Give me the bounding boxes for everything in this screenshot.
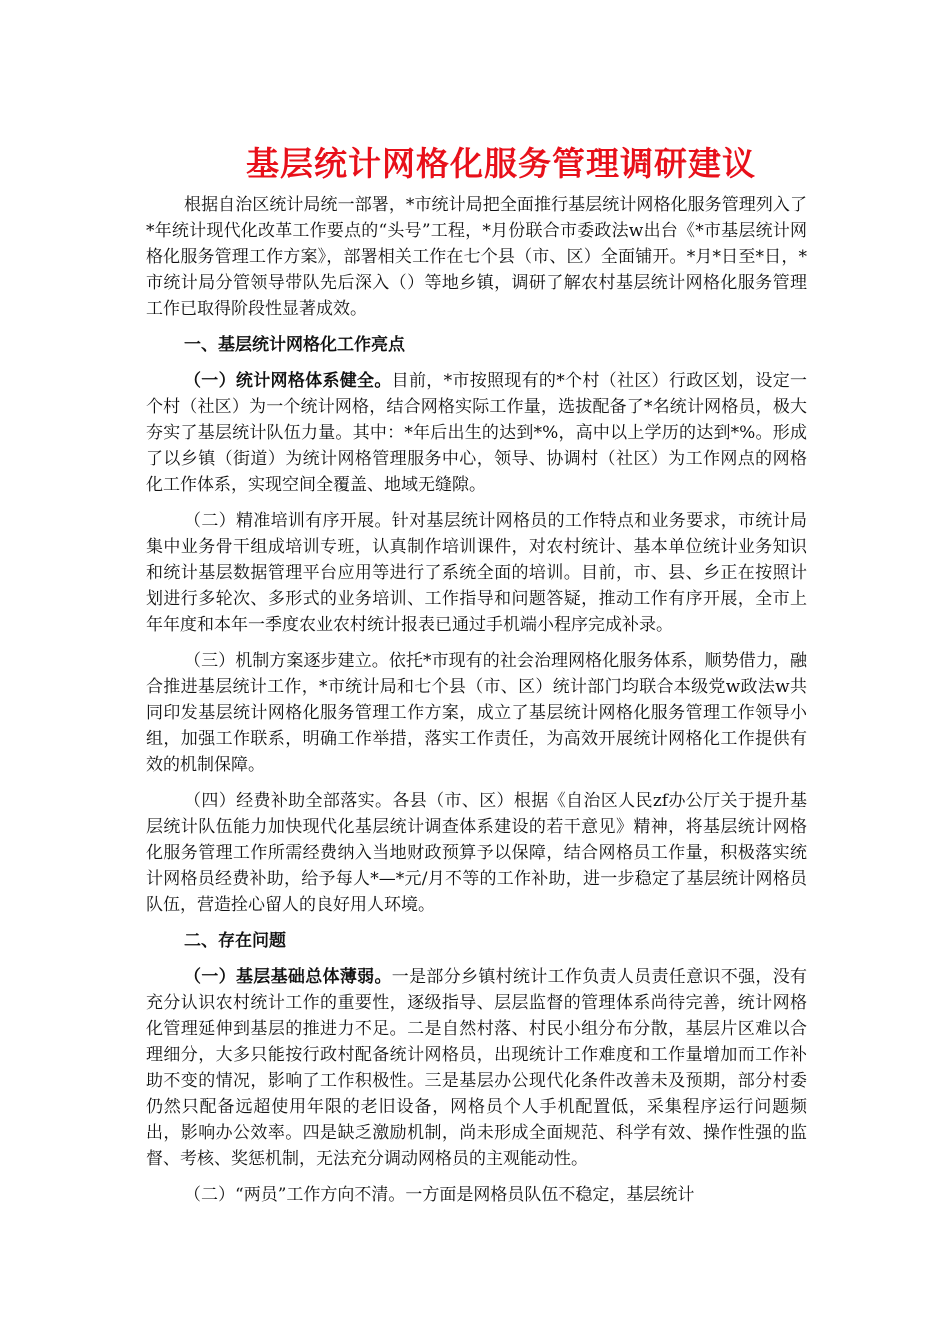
paragraph-1-3: （三）机制方案逐步建立。依托*市现有的社会治理网格化服务体系，顺势借力，融合推进基层统计工作，*市统计局和七个县（市、区）统计部门均联合本级党w政法w共同印发基层统计网格化服务管理工作方案，成立了基层统计网格化服务管理工作领导小组，加强工作联系，明确工作举措，落实工作责任，为高效开展统计网格化工作提供有效的机制保障。 [146, 651, 807, 775]
paragraph-lead: （一）基层基础总体薄弱。 [184, 967, 392, 987]
paragraph-1-4: （四）经费补助全部落实。各县（市、区）根据《自治区人民zf办公厅关于提升基层统计队伍能力加快现代化基层统计调查体系建设的若干意见》精神，将基层统计网格化服务管理工作所需经费纳入当地财政预算予以保障，结合网格员工作量，积极落实统计网格员经费补助，给予每人*—*元/月不等的工作补助，进一步稳定了基层统计网格员队伍，营造拴心留人的良好用人环境。 [146, 791, 807, 915]
paragraph-2-2: （二）“两员”工作方向不清。一方面是网格员队伍不稳定，基层统计 [184, 1185, 695, 1205]
intro-paragraph: 根据自治区统计局统一部署，*市统计局把全面推行基层统计网格化服务管理列入了*年统计现代化改革工作要点的“头号”工程，*月份联合市委政法w出台《*市基层统计网格化服务管理工作方案》，部署相关工作在七个县（市、区）全面铺开。*月*日至*日，*市统计局分管领导带队先后深入（）等地乡镇，调研了解农村基层统计网格化服务管理工作已取得阶段性显著成效。 [146, 195, 807, 319]
paragraph-lead: （一）统计网格体系健全。 [184, 371, 392, 391]
paragraph-2-1 [146, 964, 807, 1172]
document-title: 基层统计网格化服务管理调研建议 [246, 144, 756, 183]
section-heading-2: 二、存在问题 [184, 931, 286, 951]
paragraph-text: 目前，*市按照现有的*个村（社区）行政区划，设定一个村（社区）为一个统计网格，结合网格实际工作量，选拔配备了*名统计网格员，极大夯实了基层统计队伍力量。其中：*年后出生的达到*%，高中以上学历的达到*%。形成了以乡镇（街道）为统计网格管理服务中心，领导、协调村（社区）为工作网点的网格化工作体系，实现空间全覆盖、地域无缝隙。 [146, 371, 808, 495]
document-body [146, 192, 807, 1218]
section-heading-1: 一、基层统计网格化工作亮点 [184, 335, 405, 355]
paragraph-text: 一是部分乡镇村统计工作负责人员责任意识不强，没有充分认识农村统计工作的重要性，逐级指导、层层监督的管理体系尚待完善，统计网格化管理延伸到基层的推进力不足。二是自然村落、村民小组分布分散，基层片区难以合理细分，大多只能按行政村配备统计网格员，出现统计工作难度和工作量增加而工作补助不变的情况，影响了工作积极性。三是基层办公现代化条件改善未及预期，部分村委仍然只配备远超使用年限的老旧设备，网格员个人手机配置低，采集程序运行问题频出，影响办公效率。四是缺乏激励机制，尚未形成全面规范、科学有效、操作性强的监督、考核、奖惩机制，无法充分调动网格员的主观能动性。 [146, 967, 808, 1169]
paragraph-1-1 [146, 368, 807, 498]
paragraph-1-2: （二）精准培训有序开展。针对基层统计网格员的工作特点和业务要求，市统计局集中业务骨干组成培训专班，认真制作培训课件，对农村统计、基本单位统计业务知识和统计基层数据管理平台应用等进行了系统全面的培训。目前，市、县、乡正在按照计划进行多轮次、多形式的业务培训、工作指导和问题答疑，推动工作有序开展，全市上年年度和本年一季度农业农村统计报表已通过手机端小程序完成补录。 [146, 511, 807, 635]
